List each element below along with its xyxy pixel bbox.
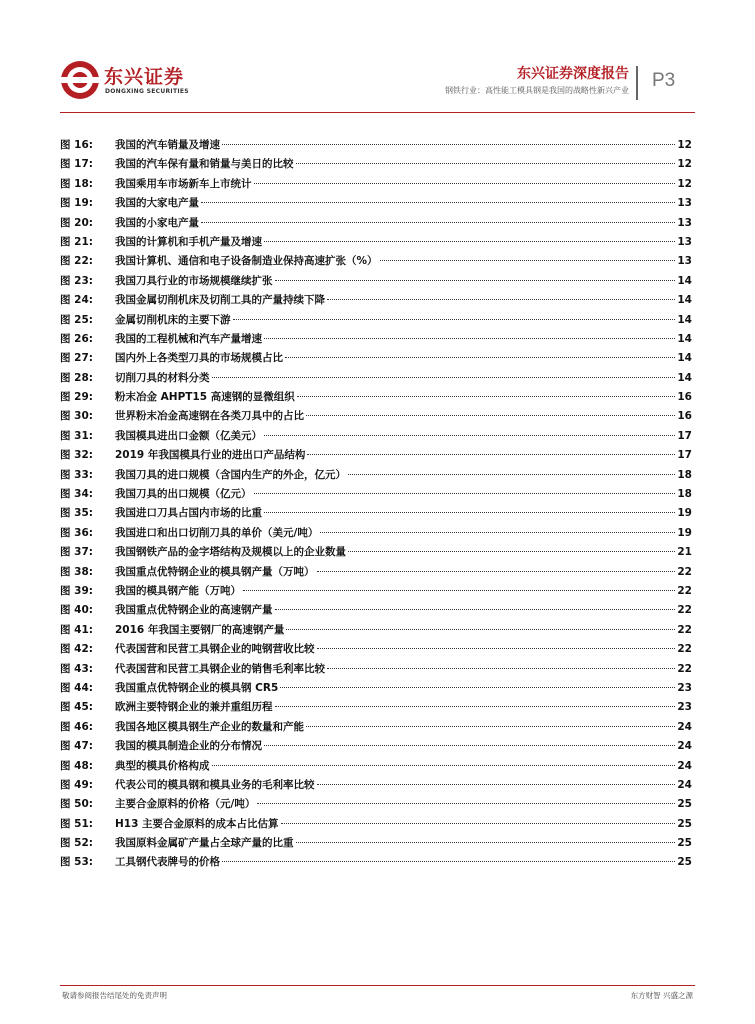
toc-entry[interactable] bbox=[60, 505, 692, 524]
toc-dot-leader bbox=[380, 260, 676, 261]
toc-page-number[interactable]: 22 bbox=[677, 604, 692, 617]
toc-dot-leader bbox=[243, 590, 675, 591]
toc-dot-leader bbox=[317, 571, 676, 572]
footer-slogan: 东方财智 兴盛之源 bbox=[630, 991, 693, 1000]
toc-entry[interactable] bbox=[60, 273, 692, 292]
toc-page-number[interactable]: 22 bbox=[677, 623, 692, 636]
toc-dot-leader bbox=[280, 687, 675, 688]
toc-entry[interactable] bbox=[60, 467, 692, 486]
toc-figure-number: 图 30: bbox=[60, 410, 93, 423]
toc-entry[interactable] bbox=[60, 137, 692, 156]
toc-entry[interactable] bbox=[60, 234, 692, 253]
toc-figure-title[interactable]: 我国的小家电产量 bbox=[115, 216, 199, 229]
toc-page-number[interactable]: 14 bbox=[677, 352, 692, 365]
toc-figure-title[interactable]: 我国原料金属矿产量占全球产量的比重 bbox=[115, 837, 294, 850]
toc-entry[interactable] bbox=[60, 622, 692, 641]
toc-figure-title[interactable]: 典型的模具价格构成 bbox=[115, 759, 210, 772]
toc-entry[interactable] bbox=[60, 176, 692, 195]
toc-figure-number: 图 45: bbox=[60, 701, 93, 714]
toc-figure-title[interactable]: 主要合金原料的价格（元/吨） bbox=[115, 798, 256, 811]
toc-dot-leader bbox=[317, 784, 676, 785]
toc-figure-number: 图 51: bbox=[60, 817, 93, 830]
toc-figure-title[interactable]: 我国刀具行业的市场规模继续扩张 bbox=[115, 274, 273, 287]
toc-figure-title[interactable]: 我国的工程机械和汽车产量增速 bbox=[115, 332, 262, 345]
toc-figure-title[interactable]: 我国钢铁产品的金字塔结构及规模以上的企业数量 bbox=[115, 546, 346, 559]
toc-figure-title[interactable]: 国内外上各类型刀具的市场规模占比 bbox=[115, 352, 283, 365]
toc-dot-leader bbox=[201, 222, 675, 223]
toc-page-number[interactable]: 17 bbox=[677, 429, 692, 442]
toc-page-number[interactable]: 13 bbox=[677, 235, 692, 248]
toc-figure-title[interactable]: 我国重点优特钢企业的高速钢产量 bbox=[115, 604, 273, 617]
toc-figure-title[interactable]: 我国的计算机和手机产量及增速 bbox=[115, 235, 262, 248]
toc-figure-number: 图 29: bbox=[60, 391, 93, 404]
toc-figure-title[interactable]: 我国乘用车市场新车上市统计 bbox=[115, 177, 252, 190]
toc-dot-leader bbox=[327, 668, 675, 669]
toc-entry[interactable] bbox=[60, 680, 692, 699]
toc-page-number[interactable]: 25 bbox=[677, 798, 692, 811]
report-title: 东兴证券深度报告 bbox=[517, 66, 629, 82]
toc-entry[interactable] bbox=[60, 544, 692, 563]
toc-entry[interactable] bbox=[60, 835, 692, 854]
toc-page-number[interactable]: 18 bbox=[677, 468, 692, 481]
toc-page-number[interactable]: 24 bbox=[677, 759, 692, 772]
toc-dot-leader bbox=[264, 512, 675, 513]
toc-page-number[interactable]: 19 bbox=[677, 507, 692, 520]
brand-name: 东兴证券 bbox=[104, 66, 185, 88]
toc-entry[interactable] bbox=[60, 312, 692, 331]
toc-page-number[interactable]: 14 bbox=[677, 313, 692, 326]
toc-dot-leader bbox=[317, 648, 676, 649]
toc-figure-title[interactable]: 我国重点优特钢企业的模具钢产量（万吨） bbox=[115, 565, 315, 578]
toc-figure-number: 图 46: bbox=[60, 720, 93, 733]
toc-figure-title[interactable]: 我国计算机、通信和电子设备制造业保持高速扩张（%） bbox=[115, 255, 378, 268]
toc-dot-leader bbox=[275, 706, 676, 707]
toc-dot-leader bbox=[281, 823, 676, 824]
toc-dot-leader bbox=[306, 415, 675, 416]
toc-page-number[interactable]: 22 bbox=[677, 662, 692, 675]
toc-dot-leader bbox=[254, 493, 676, 494]
toc-page-number[interactable]: 16 bbox=[677, 391, 692, 404]
toc-page-number[interactable]: 16 bbox=[677, 410, 692, 423]
toc-figure-title[interactable]: H13 主要合金原料的成本占比估算 bbox=[115, 817, 279, 830]
toc-figure-number: 图 34: bbox=[60, 488, 93, 501]
toc-page-number[interactable]: 12 bbox=[677, 139, 692, 151]
toc-dot-leader bbox=[286, 629, 675, 630]
toc-figure-title[interactable]: 欧洲主要特钢企业的兼并重组历程 bbox=[115, 701, 273, 714]
toc-figure-title[interactable]: 2019 年我国模具行业的进出口产品结构 bbox=[115, 449, 306, 462]
toc-figure-number: 图 41: bbox=[60, 623, 93, 636]
toc-figure-number: 图 35: bbox=[60, 507, 93, 520]
toc-figure-title[interactable]: 我国的模具制造企业的分布情况 bbox=[115, 740, 262, 753]
toc-figure-title[interactable]: 切削刀具的材料分类 bbox=[115, 371, 210, 384]
toc-entry[interactable] bbox=[60, 796, 692, 815]
figure-index-list bbox=[60, 137, 692, 874]
toc-page-number[interactable]: 18 bbox=[677, 488, 692, 501]
toc-entry[interactable] bbox=[60, 253, 692, 272]
toc-page-number[interactable]: 14 bbox=[677, 332, 692, 345]
toc-figure-number: 图 50: bbox=[60, 798, 93, 811]
toc-entry[interactable] bbox=[60, 583, 692, 602]
toc-dot-leader bbox=[212, 765, 676, 766]
toc-entry[interactable] bbox=[60, 641, 692, 660]
toc-figure-number: 图 37: bbox=[60, 546, 93, 559]
toc-figure-title[interactable]: 2016 年我国主要钢厂的高速钢产量 bbox=[115, 623, 285, 636]
toc-dot-leader bbox=[222, 144, 675, 145]
toc-entry[interactable] bbox=[60, 331, 692, 350]
toc-entry[interactable] bbox=[60, 738, 692, 757]
toc-figure-number: 图 52: bbox=[60, 837, 93, 850]
toc-entry[interactable] bbox=[60, 758, 692, 777]
toc-figure-title[interactable]: 我国的汽车销量及增速 bbox=[115, 139, 220, 151]
toc-dot-leader bbox=[264, 745, 675, 746]
toc-figure-title[interactable]: 世界粉末冶金高速钢在各类刀具中的占比 bbox=[115, 410, 304, 423]
toc-figure-number: 图 19: bbox=[60, 197, 93, 210]
header-rule bbox=[60, 112, 695, 113]
toc-figure-title[interactable]: 工具钢代表牌号的价格 bbox=[115, 856, 220, 869]
toc-dot-leader bbox=[254, 183, 676, 184]
toc-dot-leader bbox=[285, 357, 675, 358]
page-number: P3 bbox=[652, 70, 676, 91]
toc-page-number[interactable]: 22 bbox=[677, 643, 692, 656]
toc-page-number[interactable]: 23 bbox=[677, 681, 692, 694]
toc-figure-number: 图 44: bbox=[60, 681, 93, 694]
toc-entry[interactable] bbox=[60, 447, 692, 466]
toc-page-number[interactable]: 14 bbox=[677, 294, 692, 307]
toc-figure-number: 图 33: bbox=[60, 468, 93, 481]
toc-entry[interactable] bbox=[60, 602, 692, 621]
toc-page-number[interactable]: 13 bbox=[677, 216, 692, 229]
toc-page-number[interactable]: 17 bbox=[677, 449, 692, 462]
toc-entry[interactable] bbox=[60, 816, 692, 835]
toc-figure-number: 图 36: bbox=[60, 526, 93, 539]
toc-figure-number: 图 47: bbox=[60, 740, 93, 753]
toc-page-number[interactable]: 21 bbox=[677, 546, 692, 559]
toc-figure-number: 图 31: bbox=[60, 429, 93, 442]
toc-dot-leader bbox=[264, 241, 675, 242]
toc-dot-leader bbox=[307, 454, 675, 455]
toc-page-number[interactable]: 14 bbox=[677, 274, 692, 287]
toc-figure-number: 图 24: bbox=[60, 294, 93, 307]
toc-figure-number: 图 42: bbox=[60, 643, 93, 656]
toc-figure-title[interactable]: 我国的模具钢产能（万吨） bbox=[115, 584, 241, 597]
toc-entry[interactable] bbox=[60, 564, 692, 583]
toc-figure-title[interactable]: 我国重点优特钢企业的模具钢 CR5 bbox=[115, 681, 279, 694]
toc-figure-title[interactable]: 金属切削机床的主要下游 bbox=[115, 313, 231, 326]
toc-dot-leader bbox=[348, 474, 675, 475]
dongxing-logo-icon bbox=[60, 60, 100, 100]
toc-figure-title[interactable]: 我国进口和出口切削刀具的单价（美元/吨） bbox=[115, 526, 319, 539]
toc-figure-title[interactable]: 代表国营和民营工具钢企业的销售毛利率比较 bbox=[115, 662, 325, 675]
toc-entry[interactable] bbox=[60, 428, 692, 447]
toc-figure-number: 图 39: bbox=[60, 584, 93, 597]
toc-figure-title[interactable]: 我国进口刀具占国内市场的比重 bbox=[115, 507, 262, 520]
toc-figure-number: 图 18: bbox=[60, 177, 93, 190]
toc-figure-title[interactable]: 代表公司的模具钢和模具业务的毛利率比较 bbox=[115, 778, 315, 791]
toc-dot-leader bbox=[297, 396, 676, 397]
toc-page-number[interactable]: 13 bbox=[677, 197, 692, 210]
toc-entry[interactable] bbox=[60, 719, 692, 738]
toc-entry[interactable] bbox=[60, 156, 692, 175]
toc-page-number[interactable]: 23 bbox=[677, 701, 692, 714]
toc-figure-title[interactable]: 我国金属切削机床及切削工具的产量持续下降 bbox=[115, 294, 325, 307]
header-divider bbox=[636, 66, 638, 100]
toc-entry[interactable] bbox=[60, 854, 692, 873]
toc-entry[interactable] bbox=[60, 408, 692, 427]
toc-dot-leader bbox=[233, 319, 676, 320]
toc-figure-number: 图 23: bbox=[60, 274, 93, 287]
toc-entry[interactable] bbox=[60, 370, 692, 389]
toc-dot-leader bbox=[306, 726, 675, 727]
toc-page-number[interactable]: 25 bbox=[677, 817, 692, 830]
toc-page-number[interactable]: 19 bbox=[677, 526, 692, 539]
footer-disclaimer: 敬请参阅报告结尾处的免责声明 bbox=[62, 991, 167, 1000]
toc-figure-number: 图 27: bbox=[60, 352, 93, 365]
toc-figure-number: 图 16: bbox=[60, 139, 93, 151]
toc-entry[interactable] bbox=[60, 661, 692, 680]
toc-figure-number: 图 48: bbox=[60, 759, 93, 772]
toc-figure-number: 图 43: bbox=[60, 662, 93, 675]
toc-page-number[interactable]: 13 bbox=[677, 255, 692, 268]
toc-figure-number: 图 22: bbox=[60, 255, 93, 268]
toc-figure-number: 图 32: bbox=[60, 449, 93, 462]
toc-page-number[interactable]: 14 bbox=[677, 371, 692, 384]
toc-page-number[interactable]: 12 bbox=[677, 158, 692, 171]
toc-figure-number: 图 53: bbox=[60, 856, 93, 869]
toc-figure-number: 图 28: bbox=[60, 371, 93, 384]
toc-figure-title[interactable]: 我国刀具的出口规模（亿元） bbox=[115, 488, 252, 501]
toc-entry[interactable] bbox=[60, 215, 692, 234]
toc-dot-leader bbox=[327, 299, 675, 300]
toc-figure-number: 图 26: bbox=[60, 332, 93, 345]
toc-entry[interactable] bbox=[60, 389, 692, 408]
toc-figure-title[interactable]: 我国模具进出口金额（亿美元） bbox=[115, 429, 262, 442]
toc-page-number[interactable]: 24 bbox=[677, 778, 692, 791]
toc-entry[interactable] bbox=[60, 777, 692, 796]
toc-dot-leader bbox=[296, 163, 676, 164]
footer-rule bbox=[60, 985, 695, 986]
toc-entry[interactable] bbox=[60, 292, 692, 311]
toc-dot-leader bbox=[296, 842, 676, 843]
toc-entry[interactable] bbox=[60, 195, 692, 214]
toc-figure-title[interactable]: 粉末冶金 AHPT15 高速钢的显微组织 bbox=[115, 391, 295, 404]
toc-figure-number: 图 49: bbox=[60, 778, 93, 791]
toc-figure-title[interactable]: 代表国营和民营工具钢企业的吨钢营收比较 bbox=[115, 643, 315, 656]
company-logo bbox=[60, 58, 188, 102]
toc-figure-number: 图 17: bbox=[60, 158, 93, 171]
toc-dot-leader bbox=[264, 435, 675, 436]
toc-entry[interactable] bbox=[60, 525, 692, 544]
toc-figure-number: 图 25: bbox=[60, 313, 93, 326]
toc-page-number[interactable]: 22 bbox=[677, 565, 692, 578]
toc-figure-number: 图 38: bbox=[60, 565, 93, 578]
report-subtitle: 钢铁行业：高性能工模具钢是我国的战略性新兴产业 bbox=[445, 86, 629, 95]
toc-figure-number: 图 20: bbox=[60, 216, 93, 229]
toc-figure-number: 图 40: bbox=[60, 604, 93, 617]
toc-dot-leader bbox=[222, 861, 675, 862]
toc-figure-number: 图 21: bbox=[60, 235, 93, 248]
toc-entry[interactable] bbox=[60, 699, 692, 718]
toc-page-number[interactable]: 25 bbox=[677, 837, 692, 850]
toc-page-number[interactable]: 25 bbox=[677, 856, 692, 869]
brand-english-name: DONGXING SECURITIES bbox=[105, 88, 189, 95]
toc-dot-leader bbox=[257, 803, 675, 804]
toc-figure-title[interactable]: 我国的汽车保有量和销量与美日的比较 bbox=[115, 158, 294, 171]
toc-figure-title[interactable]: 我国的大家电产量 bbox=[115, 197, 199, 210]
toc-entry[interactable] bbox=[60, 486, 692, 505]
toc-dot-leader bbox=[275, 609, 676, 610]
toc-figure-title[interactable]: 我国各地区模具钢生产企业的数量和产能 bbox=[115, 720, 304, 733]
toc-dot-leader bbox=[201, 202, 675, 203]
toc-page-number[interactable]: 12 bbox=[677, 177, 692, 190]
toc-dot-leader bbox=[348, 551, 675, 552]
toc-page-number[interactable]: 22 bbox=[677, 584, 692, 597]
toc-figure-title[interactable]: 我国刀具的进口规模（含国内生产的外企，亿元） bbox=[115, 468, 346, 481]
toc-page-number[interactable]: 24 bbox=[677, 720, 692, 733]
toc-dot-leader bbox=[212, 377, 676, 378]
toc-dot-leader bbox=[264, 338, 675, 339]
toc-dot-leader bbox=[275, 280, 676, 281]
toc-page-number[interactable]: 24 bbox=[677, 740, 692, 753]
toc-dot-leader bbox=[320, 532, 675, 533]
toc-entry[interactable] bbox=[60, 350, 692, 369]
